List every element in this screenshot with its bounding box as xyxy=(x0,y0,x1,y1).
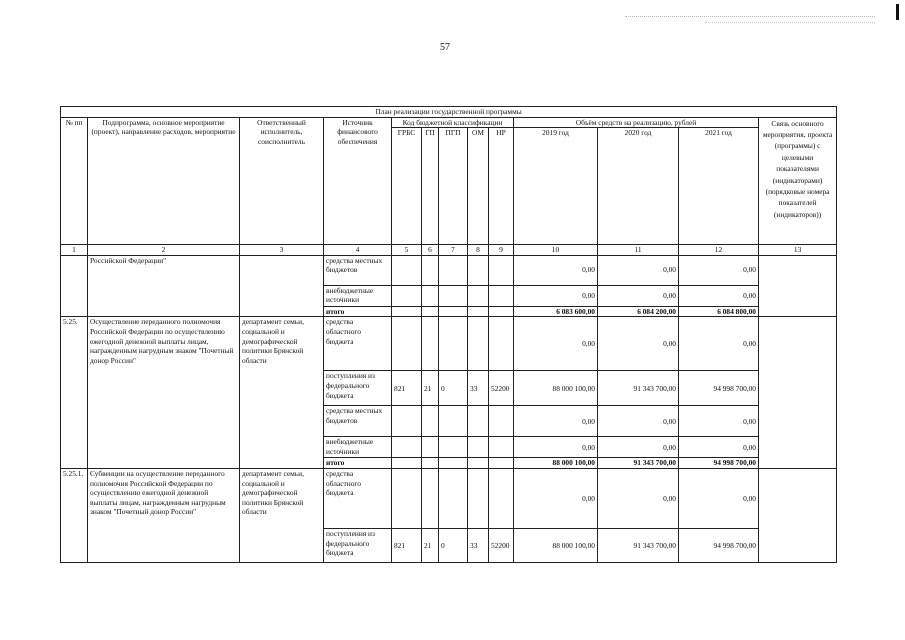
cell-grbs: 821 xyxy=(392,371,422,406)
scan-noise-line xyxy=(625,16,875,17)
header-np: НР xyxy=(489,128,514,245)
cell-source: внебюджетные источники xyxy=(324,437,392,458)
cell-2020: 91 343 700,00 xyxy=(598,458,679,469)
cell-2020: 0,00 xyxy=(598,437,679,458)
column-number-row xyxy=(61,245,837,256)
col-number: 2 xyxy=(88,245,240,256)
header-row xyxy=(61,117,837,128)
cell-np: 52200 xyxy=(489,528,514,562)
col-number: 1 xyxy=(61,245,88,256)
cell-np xyxy=(489,468,514,528)
header-link: Связь основного мероприятия, проекта (программы) с целевыми показателями (индикаторами) (порядковые номера показателей (индикаторов)) xyxy=(759,117,837,245)
header-subprogram: Подпрограмма, основное мероприятие (проект), направление расходов, мероприятие xyxy=(88,117,240,245)
header-2019: 2019 год xyxy=(514,128,598,245)
cell-grbs xyxy=(392,468,422,528)
cell-2020: 91 343 700,00 xyxy=(598,528,679,562)
cell-np xyxy=(489,317,514,371)
cell-2021: 6 084 800,00 xyxy=(679,306,759,317)
col-number: 12 xyxy=(679,245,759,256)
col-number: 10 xyxy=(514,245,598,256)
cell-om xyxy=(468,468,489,528)
cell-2019: 0,00 xyxy=(514,468,598,528)
table-title-row xyxy=(61,107,837,118)
header-grbs: ГРБС xyxy=(392,128,422,245)
table-title: План реализации государственной программы xyxy=(61,107,837,118)
cell-pgp xyxy=(439,468,468,528)
cell-2019: 0,00 xyxy=(514,255,598,285)
cell-name: Осуществление переданного полномочия Российской Федерации по осуществлению ежегодной денежной выплаты лицам, награжденным нагрудным знаком "Почетный донор России" xyxy=(88,317,240,469)
cell-source: поступления из федерального бюджета xyxy=(324,528,392,562)
cell-gp xyxy=(422,468,439,528)
cell-2021: 94 998 700,00 xyxy=(679,371,759,406)
cell-2021: 94 998 700,00 xyxy=(679,458,759,469)
cell-num xyxy=(61,255,88,317)
page-number: 57 xyxy=(440,42,450,53)
header-num: № пп xyxy=(61,117,88,245)
cell-2019: 0,00 xyxy=(514,285,598,306)
header-source: Источник финансового обеспечения xyxy=(324,117,392,245)
plan-table xyxy=(60,106,837,563)
cell-2019: 88 000 100,00 xyxy=(514,528,598,562)
col-number: 11 xyxy=(598,245,679,256)
col-number: 4 xyxy=(324,245,392,256)
cell-link xyxy=(759,317,837,469)
table-row xyxy=(61,317,837,371)
col-number: 8 xyxy=(468,245,489,256)
cell-2020: 0,00 xyxy=(598,317,679,371)
cell-source: средства областного бюджета xyxy=(324,317,392,371)
cell-2020: 0,00 xyxy=(598,285,679,306)
cell-2019: 88 000 100,00 xyxy=(514,458,598,469)
cell-2019: 0,00 xyxy=(514,406,598,437)
cell-2021: 0,00 xyxy=(679,437,759,458)
table-row xyxy=(61,255,837,285)
cell-2021: 94 998 700,00 xyxy=(679,528,759,562)
cell-link xyxy=(759,468,837,562)
cell-grbs xyxy=(392,317,422,371)
cell-2019: 88 000 100,00 xyxy=(514,371,598,406)
cell-2020: 0,00 xyxy=(598,468,679,528)
header-2020: 2020 год xyxy=(598,128,679,245)
cell-2021: 0,00 xyxy=(679,255,759,285)
cell-responsible xyxy=(240,255,324,317)
cell-om: 33 xyxy=(468,528,489,562)
cell-name: Субвенции на осуществление переданного полномочия Российской Федерации по осуществлению ежегодной денежной выплаты лицам, награжденным нагрудным знаком "Почетный донор России" xyxy=(88,468,240,562)
cell-2019: 6 083 600,00 xyxy=(514,306,598,317)
cell-pgp: 0 xyxy=(439,528,468,562)
cell-gp xyxy=(422,317,439,371)
cell-2019: 0,00 xyxy=(514,437,598,458)
cell-np: 52200 xyxy=(489,371,514,406)
scan-edge-mark xyxy=(896,4,899,20)
cell-2020: 0,00 xyxy=(598,406,679,437)
cell-2021: 0,00 xyxy=(679,317,759,371)
col-number: 13 xyxy=(759,245,837,256)
header-gp: ГП xyxy=(422,128,439,245)
cell-num: 5.25. xyxy=(61,317,88,469)
cell-source: итого xyxy=(324,306,392,317)
cell-responsible: департамент семьи, социальной и демографической политики Брянской области xyxy=(240,468,324,562)
header-budget-code: Код бюджетной классификации xyxy=(392,117,514,128)
col-number: 7 xyxy=(439,245,468,256)
scan-noise-line xyxy=(705,22,875,23)
cell-2021: 0,00 xyxy=(679,468,759,528)
cell-om xyxy=(468,317,489,371)
cell-2020: 91 343 700,00 xyxy=(598,371,679,406)
cell-gp: 21 xyxy=(422,528,439,562)
cell-source: средства местных бюджетов xyxy=(324,255,392,285)
col-number: 5 xyxy=(392,245,422,256)
col-number: 9 xyxy=(489,245,514,256)
cell-2021: 0,00 xyxy=(679,406,759,437)
cell-source: средства областного бюджета xyxy=(324,468,392,528)
cell-num: 5.25.1. xyxy=(61,468,88,562)
cell-source: итого xyxy=(324,458,392,469)
col-number: 3 xyxy=(240,245,324,256)
cell-pgp xyxy=(439,317,468,371)
cell-responsible: департамент семьи, социальной и демографической политики Брянской области xyxy=(240,317,324,469)
cell-om: 33 xyxy=(468,371,489,406)
header-volume: Объём средств на реализацию, рублей xyxy=(514,117,759,128)
cell-source: поступления из федерального бюджета xyxy=(324,371,392,406)
header-om: ОМ xyxy=(468,128,489,245)
cell-grbs: 821 xyxy=(392,528,422,562)
cell-2021: 0,00 xyxy=(679,285,759,306)
cell-2020: 0,00 xyxy=(598,255,679,285)
cell-pgp: 0 xyxy=(439,371,468,406)
cell-2019: 0,00 xyxy=(514,317,598,371)
cell-source: внебюджетные источники xyxy=(324,285,392,306)
cell-gp: 21 xyxy=(422,371,439,406)
cell-source: средства местных бюджетов xyxy=(324,406,392,437)
cell-link xyxy=(759,255,837,317)
cell-name: Российской Федерации" xyxy=(88,255,240,317)
header-responsible: Ответственный исполнитель, соисполнитель xyxy=(240,117,324,245)
table-row xyxy=(61,468,837,528)
header-2021: 2021 год xyxy=(679,128,759,245)
header-pgp: ПГП xyxy=(439,128,468,245)
cell-2020: 6 084 200,00 xyxy=(598,306,679,317)
col-number: 6 xyxy=(422,245,439,256)
